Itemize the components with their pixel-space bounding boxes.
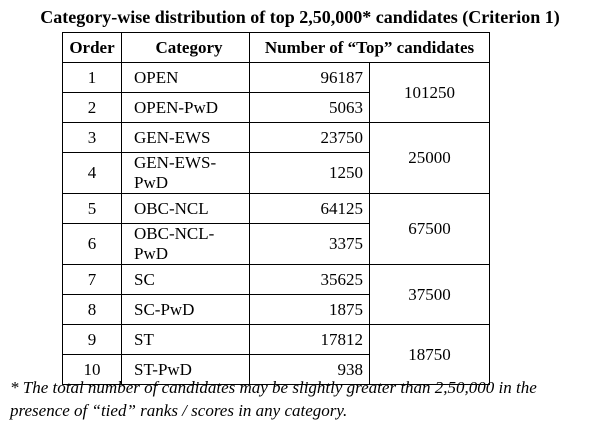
cell-group-total: 18750 xyxy=(370,325,490,385)
cell-category: ST xyxy=(122,325,250,355)
document-title: Category-wise distribution of top 2,50,000* candidates (Criterion 1) xyxy=(40,7,560,27)
footnote: * The total number of candidates may be slightly greater than 2,50,000 in the presence of “tied” ranks / scores in any category. xyxy=(10,378,537,420)
cell-order: 4 xyxy=(63,153,122,194)
cell-category: OBC-NCL xyxy=(122,194,250,224)
cell-count: 1875 xyxy=(250,295,370,325)
cell-order: 2 xyxy=(63,93,122,123)
header-order: Order xyxy=(63,33,122,63)
table-header-row xyxy=(63,33,490,63)
cell-category: GEN-EWS xyxy=(122,123,250,153)
cell-group-total: 37500 xyxy=(370,265,490,325)
cell-category: SC-PwD xyxy=(122,295,250,325)
cell-count: 35625 xyxy=(250,265,370,295)
cell-order: 3 xyxy=(63,123,122,153)
cell-count: 1250 xyxy=(250,153,370,194)
table-row xyxy=(63,325,490,355)
table-row xyxy=(63,123,490,153)
cell-category: GEN-EWS-PwD xyxy=(122,153,250,194)
cell-count: 17812 xyxy=(250,325,370,355)
table-row xyxy=(63,194,490,224)
cell-category: OPEN xyxy=(122,63,250,93)
cell-category: OBC-NCL-PwD xyxy=(122,224,250,265)
cell-group-total: 25000 xyxy=(370,123,490,194)
cell-order: 10 xyxy=(63,355,122,385)
table-row xyxy=(63,265,490,295)
cell-order: 9 xyxy=(63,325,122,355)
cell-order: 7 xyxy=(63,265,122,295)
cell-count: 96187 xyxy=(250,63,370,93)
cell-group-total: 67500 xyxy=(370,194,490,265)
cell-order: 1 xyxy=(63,63,122,93)
cell-category: ST-PwD xyxy=(122,355,250,385)
cell-order: 8 xyxy=(63,295,122,325)
cell-order: 5 xyxy=(63,194,122,224)
cell-count: 5063 xyxy=(250,93,370,123)
cell-count: 938 xyxy=(250,355,370,385)
cell-order: 6 xyxy=(63,224,122,265)
cell-count: 23750 xyxy=(250,123,370,153)
cell-count: 64125 xyxy=(250,194,370,224)
cell-category: OPEN-PwD xyxy=(122,93,250,123)
cell-count: 3375 xyxy=(250,224,370,265)
header-number: Number of “Top” candidates xyxy=(250,33,490,63)
cell-group-total: 101250 xyxy=(370,63,490,123)
cell-category: SC xyxy=(122,265,250,295)
candidates-table xyxy=(62,32,490,385)
table-row xyxy=(63,63,490,93)
header-category: Category xyxy=(122,33,250,63)
